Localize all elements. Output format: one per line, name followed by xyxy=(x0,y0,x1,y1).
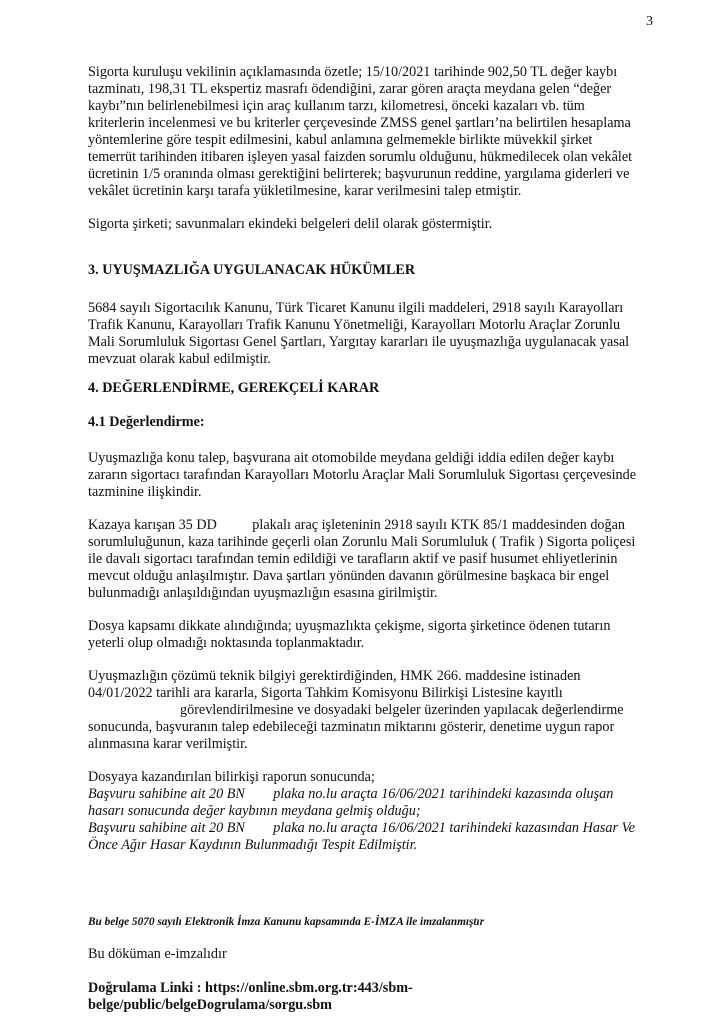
paragraph-line: vekâlet ücretinin karşı tarafa yükletilmesine, karar verilmesini talep etmiştir. xyxy=(88,183,522,199)
paragraph-line: yöntemlerine göre tespit edilmesini, kabul anlamına gelmemekle birlikte müvekkil şirket xyxy=(88,132,593,148)
paragraph-line: 5684 sayılı Sigortacılık Kanunu, Türk Ticaret Kanunu ilgili maddeleri, 2918 sayılı Karayolları xyxy=(88,300,624,316)
paragraph-line: Mali Sorumluluk Sigortası Genel Şartları, Yargıtay kararları ile uyuşmazlığa uygulanacak yasal xyxy=(88,334,630,350)
paragraph-line: Sigorta şirketi; savunmaları ekindeki belgeleri delil olarak göstermiştir. xyxy=(88,216,493,232)
paragraph-line: zararın sigortacı tarafından Karayolları Motorlu Araçlar Mali Sorumluluk Sigortası çerçevesinde xyxy=(88,467,636,483)
verification-link[interactable]: Doğrulama Linki : https://online.sbm.org.tr:443/sbm- xyxy=(88,980,413,996)
paragraph-line: Dosyaya kazandırılan bilirkişi raporun sonucunda; xyxy=(88,769,375,785)
paragraph-line: ücretinin 1/5 oranında olması gerektiğini belirterek; başvurunun reddine, yargılama giderleri ve xyxy=(88,166,630,182)
paragraph-line: ile davalı sigortacı tarafından temin edildiği ve tarafların aktif ve pasif husumet ehliyetlerinin xyxy=(88,551,618,567)
section-heading: 4. DEĞERLENDİRME, GEREKÇELİ KARAR xyxy=(88,380,380,396)
paragraph-line: mevzuat olarak kabul edilmiştir. xyxy=(88,351,271,367)
paragraph-line: mevcut olduğu anlaşılmıştır. Dava şartları yönünden davanın görülmesine başkaca bir engel xyxy=(88,568,610,584)
paragraph-line: Kazaya karışan 35 DD plakalı araç işleteninin 2918 sayılı KTK 85/1 maddesinden doğan xyxy=(88,517,626,533)
paragraph-line: kaybı”nın belirlenebilmesi için araç kullanım tarzı, kilometresi, önceki kazaları vb. tüm xyxy=(88,98,585,114)
paragraph-line: 04/01/2022 tarihli ara kararla, Sigorta Tahkim Komisyonu Bilirkişi Listesine kayıtlı xyxy=(88,685,563,701)
italic-line: Başvuru sahibine ait 20 BN plaka no.lu araçta 16/06/2021 tarihindeki kazasından Hasar Ve xyxy=(88,820,635,836)
italic-line: hasarı sonucunda değer kaybının meydana gelmiş olduğu; xyxy=(88,803,421,819)
paragraph-line: Uyuşmazlığın çözümü teknik bilgiyi gerektirdiğinden, HMK 266. maddesine istinaden xyxy=(88,668,581,684)
esign-document-label: Bu döküman e-imzalıdır xyxy=(88,946,227,962)
paragraph-line: sonucunda, başvuranın talep edebileceği tazminatın miktarını gösterir, denetime uygun rapor xyxy=(88,719,615,735)
paragraph-line: tazminine ilişkindir. xyxy=(88,484,202,500)
paragraph-line: bulunmadığı anlaşıldığından uyuşmazlığın esasına girilmiştir. xyxy=(88,585,438,601)
paragraph-line: sorumluluğunun, kaza tarihinde geçerli olan Zorunlu Mali Sorumluluk ( Trafik ) Sigorta poliçesi xyxy=(88,534,636,550)
paragraph-line: yeterli olup olmadığı noktasında toplanmaktadır. xyxy=(88,635,365,651)
section-heading: 3. UYUŞMAZLIĞA UYGULANACAK HÜKÜMLER xyxy=(88,262,416,278)
paragraph-line: Trafik Kanunu, Karayolları Trafik Kanunu Yönetmeliği, Karayolları Motorlu Araçlar Zorunlu xyxy=(88,317,621,333)
paragraph-line: Uyuşmazlığa konu talep, başvurana ait otomobilde meydana geldiği iddia edilen değer kaybı xyxy=(88,450,615,466)
italic-line: Başvuru sahibine ait 20 BN plaka no.lu araçta 16/06/2021 tarihindeki kazasında oluşan xyxy=(88,786,614,802)
subsection-heading: 4.1 Değerlendirme: xyxy=(88,414,205,430)
page-number: 3 xyxy=(646,14,653,29)
paragraph-line: tazminatı, 198,31 TL ekspertiz masrafı ödendiğini, zarar gören araçta meydana gelen “değer xyxy=(88,81,612,97)
italic-line: Önce Ağır Hasar Kaydının Bulunmadığı Tespit Edilmiştir. xyxy=(88,837,418,853)
paragraph-line: Dosya kapsamı dikkate alındığında; uyuşmazlıkta çekişme, sigorta şirketince ödenen tutarın xyxy=(88,618,611,634)
paragraph-line: görevlendirilmesine ve dosyadaki belgeler üzerinden yapılacak değerlendirme xyxy=(180,702,624,718)
paragraph-line: temerrüt tarihinden itibaren işleyen yasal faizden sorumlu olduğunu, hükmedilecek olan vekâlet xyxy=(88,149,633,165)
paragraph-line: Sigorta kuruluşu vekilinin açıklamasında özetle; 15/10/2021 tarihinde 902,50 TL değer kaybı xyxy=(88,64,618,80)
paragraph-line: alınmasına karar verilmiştir. xyxy=(88,736,248,752)
esign-notice: Bu belge 5070 sayılı Elektronik İmza Kanunu kapsamında E-İMZA ile imzalanmıştır xyxy=(88,916,485,928)
paragraph-line: kriterlerin incelenmesi ve bu kriterler çerçevesinde ZMSS genel şartları’na belirtilen hesaplama xyxy=(88,115,631,131)
verification-link-continued[interactable]: belge/public/belgeDogrulama/sorgu.sbm xyxy=(88,997,332,1013)
